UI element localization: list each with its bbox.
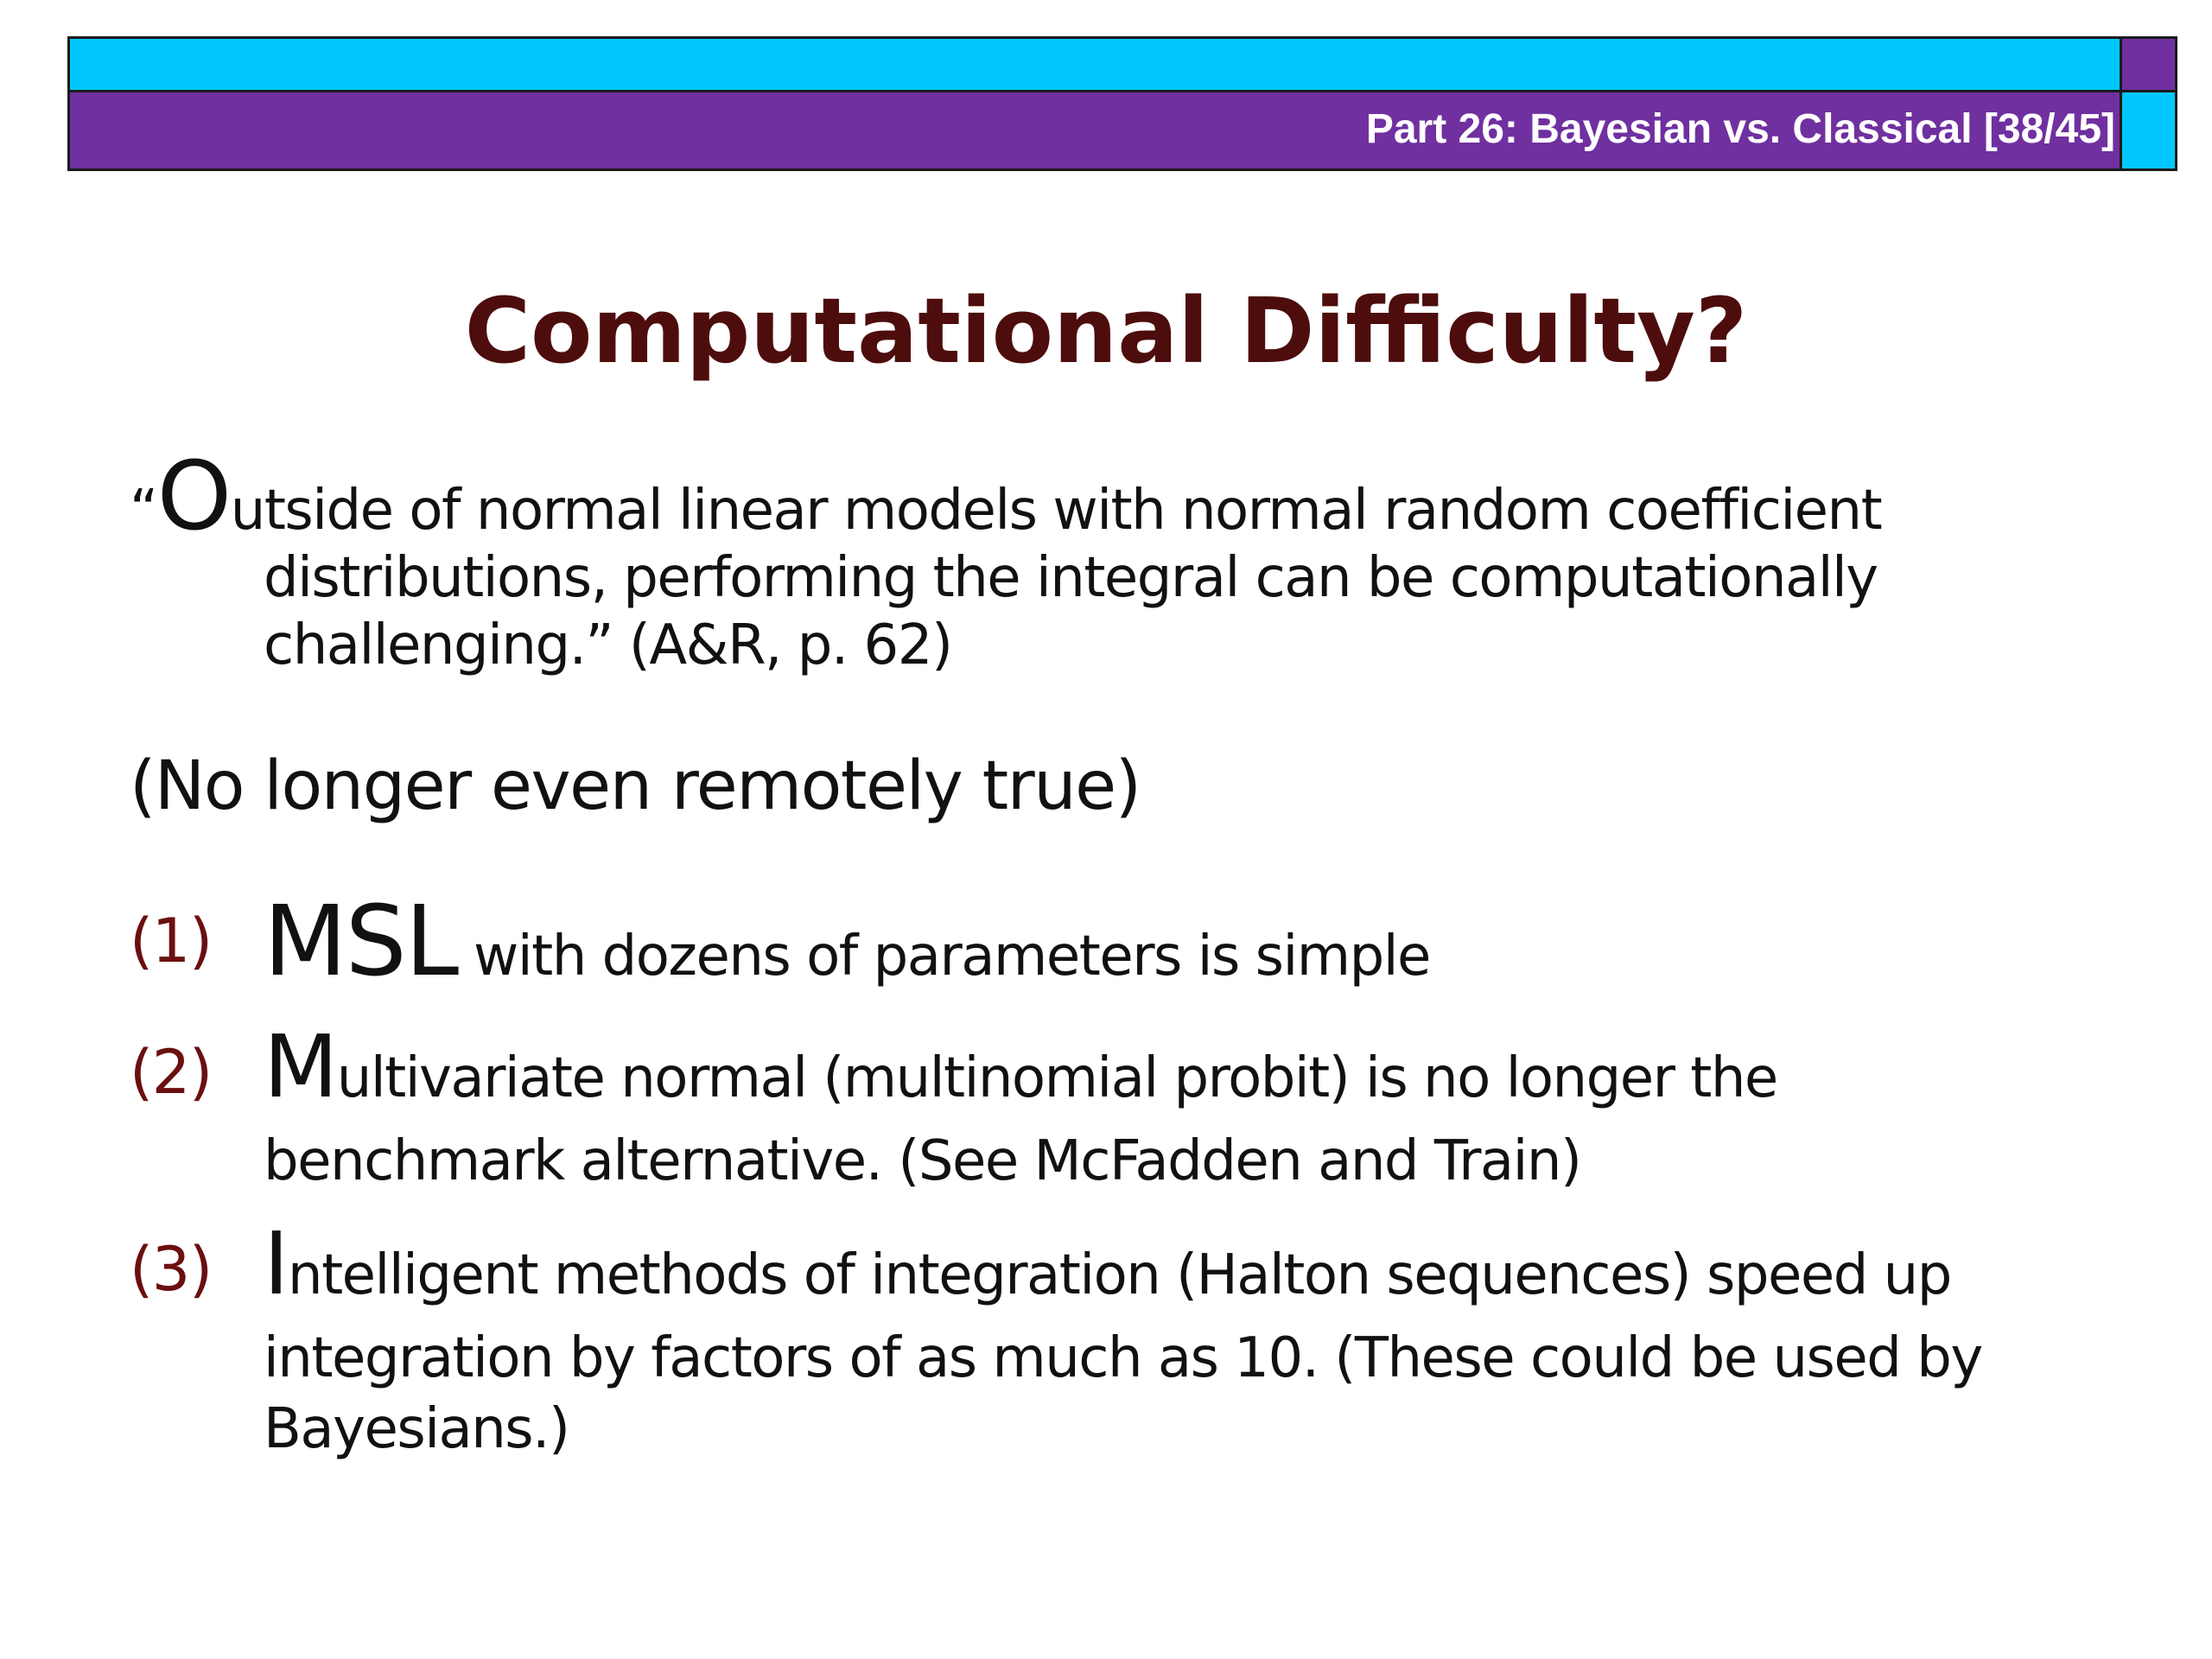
quote-block xyxy=(130,441,2117,679)
header-corner-bottom xyxy=(2120,90,2177,171)
slide-title: Computational Difficulty? xyxy=(464,278,1748,384)
list-item-line: with dozens of parameters is simple xyxy=(473,925,1430,988)
list-item-number: (1) xyxy=(130,906,212,976)
list-item-line: integration by factors of as much as 10. (These could be used by xyxy=(264,1326,1982,1390)
quote-line-2: distributions, performing the integral can be computationally xyxy=(264,546,1878,610)
list-item-line: Bayesians.) xyxy=(264,1397,569,1461)
list-item-text xyxy=(264,1016,2164,1197)
header-corner-top xyxy=(2120,36,2177,92)
list-item-line: benchmark alternative. (See McFadden and Train) xyxy=(264,1129,1581,1193)
list-item-text xyxy=(264,1213,2164,1465)
list-item-text xyxy=(264,886,2164,1008)
quote-line-1-rest: utside of normal linear models with normal random coefficient xyxy=(230,479,1882,543)
list-item-line: ntelligent methods of integration (Halton sequences) speed up xyxy=(288,1243,1951,1307)
quote-line-1 xyxy=(130,441,2117,551)
quote-line-3: challenging.” (A&R, p. 62) xyxy=(264,613,952,677)
header-label: Part 26: Bayesian vs. Classical [38/45] xyxy=(1365,106,2115,152)
quote-open-mark: “ xyxy=(130,479,157,543)
list-item-number: (3) xyxy=(130,1234,212,1305)
list-item-lead: M xyxy=(264,1016,337,1117)
quote-first-letter: O xyxy=(156,441,231,551)
list-item-lead: I xyxy=(264,1213,288,1314)
list-item-line: ultivariate normal (multinomial probit) is no longer the xyxy=(336,1046,1777,1110)
list-item-lead: MSL xyxy=(264,886,458,998)
header-bar-top xyxy=(67,36,2122,92)
list-item-number: (2) xyxy=(130,1037,212,1108)
claim-text: (No longer even remotely true) xyxy=(130,747,1141,825)
